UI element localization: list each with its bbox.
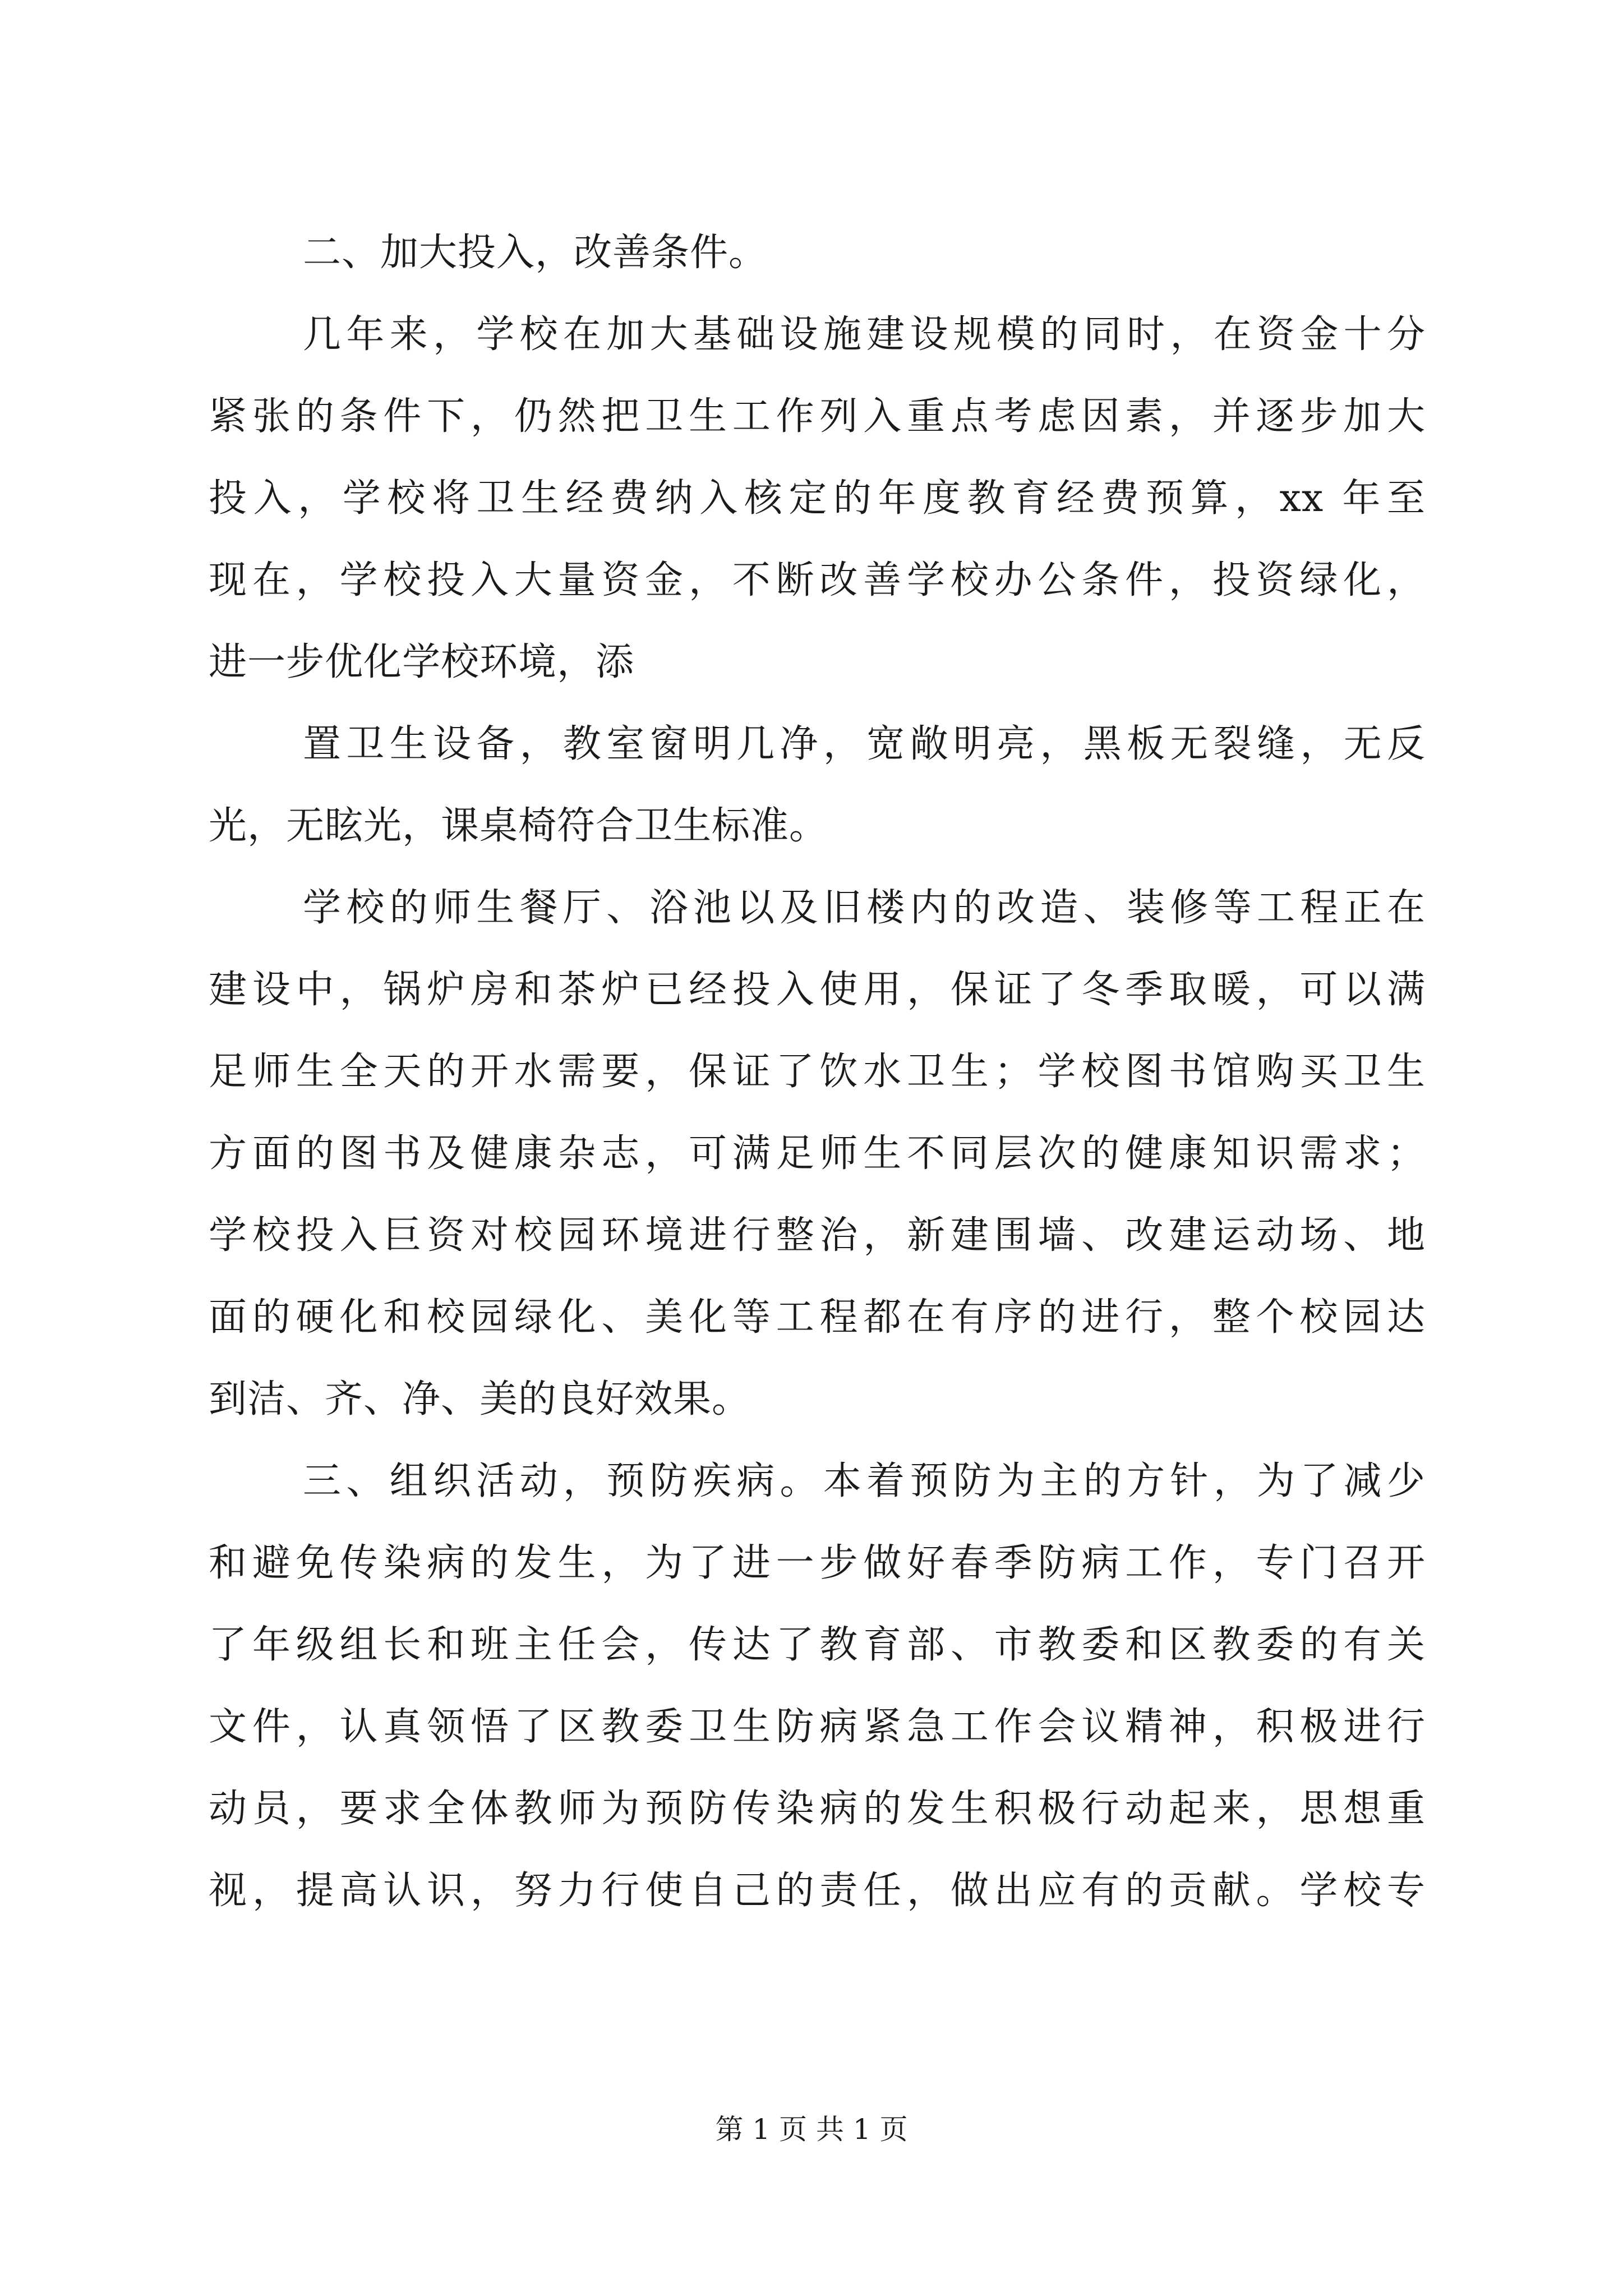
- text-line: 学校的师生餐厅、浴池以及旧楼内的改造、装修等工程正在: [303, 886, 1426, 930]
- document-body: [209, 212, 1426, 1932]
- page-footer: 第 1 页 共 1 页: [715, 2113, 908, 2146]
- text-line: 动员，要求全体教师为预防传染病的发生积极行动起来，思想重: [209, 1787, 1426, 1831]
- text-line: 投入，学校将卫生经费纳入核定的年度教育经费预算，xx 年至: [209, 476, 1426, 521]
- text-line: 文件，认真领悟了区教委卫生防病紧急工作会议精神，积极进行: [209, 1705, 1426, 1749]
- text-line: 学校投入巨资对校园环境进行整治，新建围墙、改建运动场、地: [209, 1213, 1426, 1258]
- text-line: 光，无眩光，课桌椅符合卫生标准。: [209, 804, 828, 848]
- text-line: 到洁、齐、净、美的良好效果。: [209, 1377, 751, 1421]
- text-line: 现在，学校投入大量资金，不断改善学校办公条件，投资绿化，: [209, 558, 1426, 602]
- text-line: 紧张的条件下，仍然把卫生工作列入重点考虑因素，并逐步加大: [209, 394, 1426, 439]
- text-line: 三、组织活动，预防疾病。本着预防为主的方针，为了减少: [303, 1459, 1426, 1503]
- text-line: 和避免传染病的发生，为了进一步做好春季防病工作，专门召开: [209, 1541, 1426, 1585]
- text-line: 置卫生设备，教室窗明几净，宽敞明亮，黑板无裂缝，无反: [303, 722, 1426, 766]
- text-line: 几年来，学校在加大基础设施建设规模的同时，在资金十分: [303, 312, 1426, 357]
- text-line: 面的硬化和校园绿化、美化等工程都在有序的进行，整个校园达: [209, 1295, 1426, 1340]
- text-line: 进一步优化学校环境，添: [209, 640, 635, 684]
- text-line: 视，提高认识，努力行使自己的责任，做出应有的贡献。学校专: [209, 1869, 1426, 1913]
- text-line: 建设中，锅炉房和茶炉已经投入使用，保证了冬季取暖，可以满: [209, 968, 1426, 1012]
- text-line: 方面的图书及健康杂志，可满足师生不同层次的健康知识需求；: [209, 1131, 1426, 1176]
- text-line: 二、加大投入，改善条件。: [303, 231, 768, 275]
- text-line: 了年级组长和班主任会，传达了教育部、市教委和区教委的有关: [209, 1623, 1426, 1667]
- text-line: 足师生全天的开水需要，保证了饮水卫生；学校图书馆购买卫生: [209, 1050, 1426, 1094]
